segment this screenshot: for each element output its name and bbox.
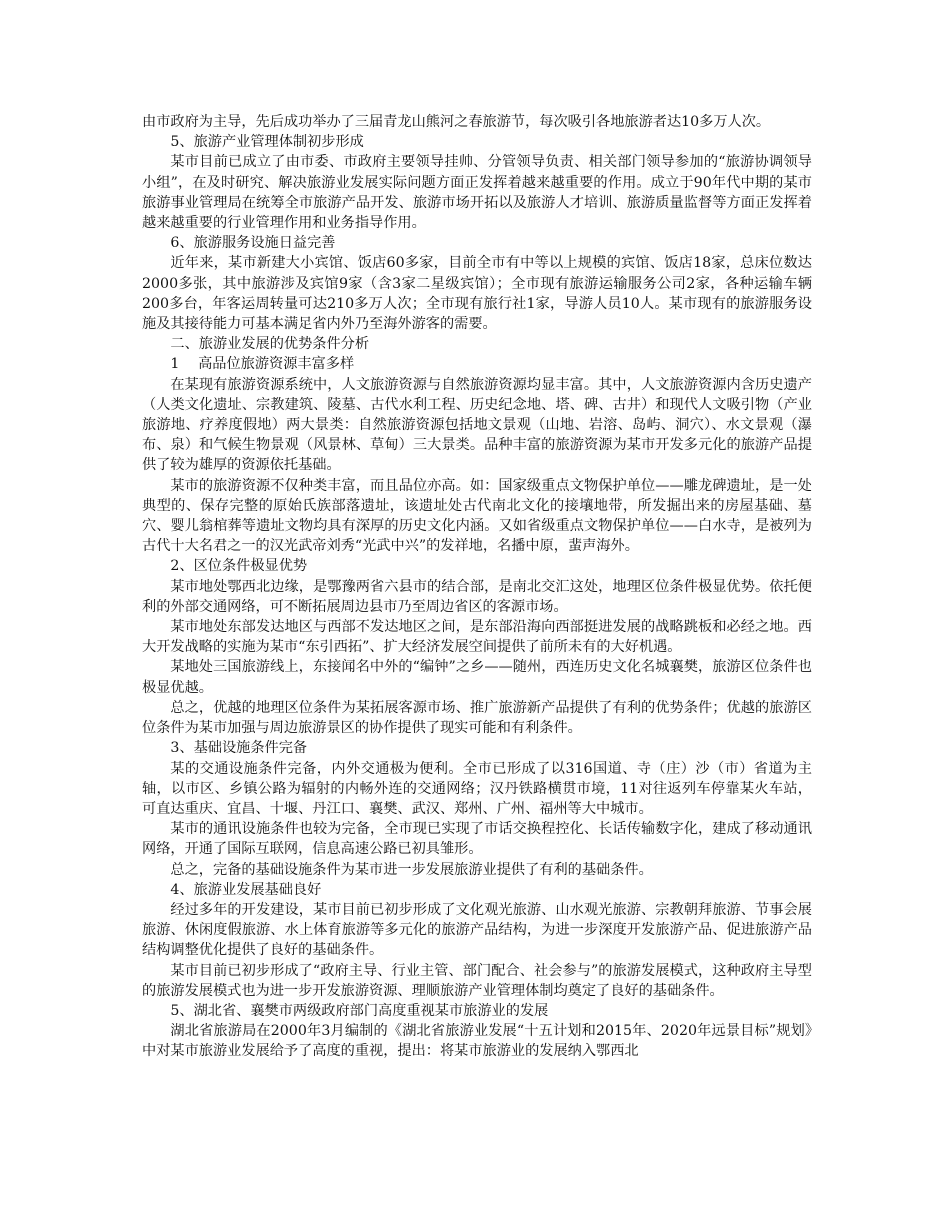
section-heading: 5、湖北省、襄樊市两级政府部门高度重视某市旅游业的发展 [170,1002,549,1019]
section-heading: 1 高品位旅游资源丰富多样 [170,356,355,373]
paragraph: 由市政府为主导，先后成功举办了三届青龙山熊河之春旅游节，每次吸引各地旅游者达10多万人次。 [142,114,771,130]
paragraph: 总之，优越的地理区位条件为某拓展客源市场、推广旅游新产品提供了有利的优势条件；优越的旅游区位条件为某市加强与周边旅游景区的协作提供了现实可能和有利条件。 [142,699,812,737]
paragraph: 某的交通设施条件完备，内外交通极为便利。全市已形成了以316国道、寺（庄）沙（市）省道为主轴，以市区、乡镇公路为辐射的内畅外连的交通网络；汉丹铁路横贯市境，11对往返列车停靠某火车站，可直达重庆、宜昌、十堰、丹江口、襄樊、武汉、郑州、广州、福州等大中城市。 [142,760,812,817]
section-heading: 2、区位条件极显优势 [170,558,308,575]
paragraph: 某市目前已初步形成了“政府主导、行业主管、部门配合、社会参与”的旅游发展模式，这种政府主导型的旅游发展模式也为进一步开发旅游资源、理顺旅游产业管理体制均奠定了良好的基础条件。 [142,962,812,999]
paragraph: 某地处三国旅游线上，东接闻名中外的“编钟”之乡——随州，西连历史文化名城襄樊，旅游区位条件也极显优越。 [142,659,812,696]
paragraph: 某市的通讯设施条件也较为完备，全市现已实现了市话交换程控化、长话传输数字化，建成了移动通讯网络，开通了国际互联网，信息高速公路已初具雏形。 [142,821,812,858]
paragraph: 近年来，某市新建大小宾馆、饭店60多家，目前全市有中等以上规模的宾馆、饭店18家，总床位数达2000多张，其中旅游涉及宾馆9家（含3家二星级宾馆）；全市现有旅游运输服务公司2家，各种运输车辆200多台，年客运周转量可达210多万人次；全市现有旅行社1家，导游人员10人。某市现有的旅游服务设施及其接待能力可基本满足省内外乃至海外游客的需要。 [142,255,812,333]
section-heading: 6、旅游服务设施日益完善 [170,235,336,252]
paragraph: 某市目前已成立了由市委、市政府主要领导挂帅、分管领导负责、相关部门领导参加的“旅游协调领导小组”，在及时研究、解决旅游业发展实际问题方面正发挥着越来越重要的作用。成立于90年代中期的某市旅游事业管理局在统筹全市旅游产品开发、旅游市场开拓以及旅游人才培训、旅游质量监督等方面正发挥着越来越重要的行业管理作用和业务指导作用。 [142,154,812,232]
paragraph: 在某现有旅游资源系统中，人文旅游资源与自然旅游资源均显丰富。其中，人文旅游资源内含历史遗产（人类文化遗址、宗教建筑、陵墓、古代水利工程、历史纪念地、塔、碑、古井）和现代人文吸引物（产业旅游地、疗养度假地）两大景类：自然旅游资源包括地文景观（山地、岩溶、岛屿、洞穴）、水文景观（瀑布、泉）和气候生物景观（风景林、草甸）三大景类。品种丰富的旅游资源为某市开发多元化的旅游产品提供了较为雄厚的资源依托基础。 [142,376,812,474]
section-heading: 4、旅游业发展基础良好 [170,881,322,898]
paragraph: 总之，完备的基础设施条件为某市进一步发展旅游业提供了有利的基础条件。 [170,861,653,878]
section-heading: 3、基础设施条件完备 [170,740,308,757]
paragraph: 某市的旅游资源不仅种类丰富，而且品位亦高。如：国家级重点文物保护单位——雕龙碑遗址，是一处典型的、保存完整的原始氏族部落遗址，该遗址处古代南北文化的接壤地带，所发掘出来的房屋基础、墓穴、婴儿翁棺葬等遗址文物均具有深厚的历史文化内涵。又如省级重点文物保护单位——白水寺，是被列为古代十大名君之一的汉光武帝刘秀“光武中兴”的发祥地，名播中原，蜚声海外。 [142,477,812,555]
paragraph: 经过多年的开发建设，某市目前已初步形成了文化观光旅游、山水观光旅游、宗教朝拜旅游、节事会展旅游、休闲度假旅游、水上体育旅游等多元化的旅游产品结构，为进一步深度开发旅游产品、促进旅游产品结构调整优化提供了良好的基础条件。 [142,901,812,959]
paragraph: 湖北省旅游局在2000年3月编制的《湖北省旅游业发展“十五计划和2015年、2020年远景目标”规划》中对某市旅游业发展给予了高度的重视，提出：将某市旅游业的发展纳入鄂西北 [142,1023,812,1060]
section-heading: 5、旅游产业管理体制初步形成 [170,134,364,151]
chapter-heading: 二、旅游业发展的优势条件分析 [170,336,370,353]
document-body [142,112,812,1062]
paragraph: 某市地处鄂西北边缘，是鄂豫两省六县市的结合部，是南北交汇这处，地理区位条件极显优势。依托便利的外部交通网络，可不断拓展周边县市乃至周边省区的客源市场。 [142,578,812,615]
paragraph: 某市地处东部发达地区与西部不发达地区之间，是东部沿海向西部挺进发展的战略跳板和必经之地。西大开发战略的实施为某市“东引西拓”、扩大经济发展空间提供了前所未有的大好机遇。 [142,619,812,656]
